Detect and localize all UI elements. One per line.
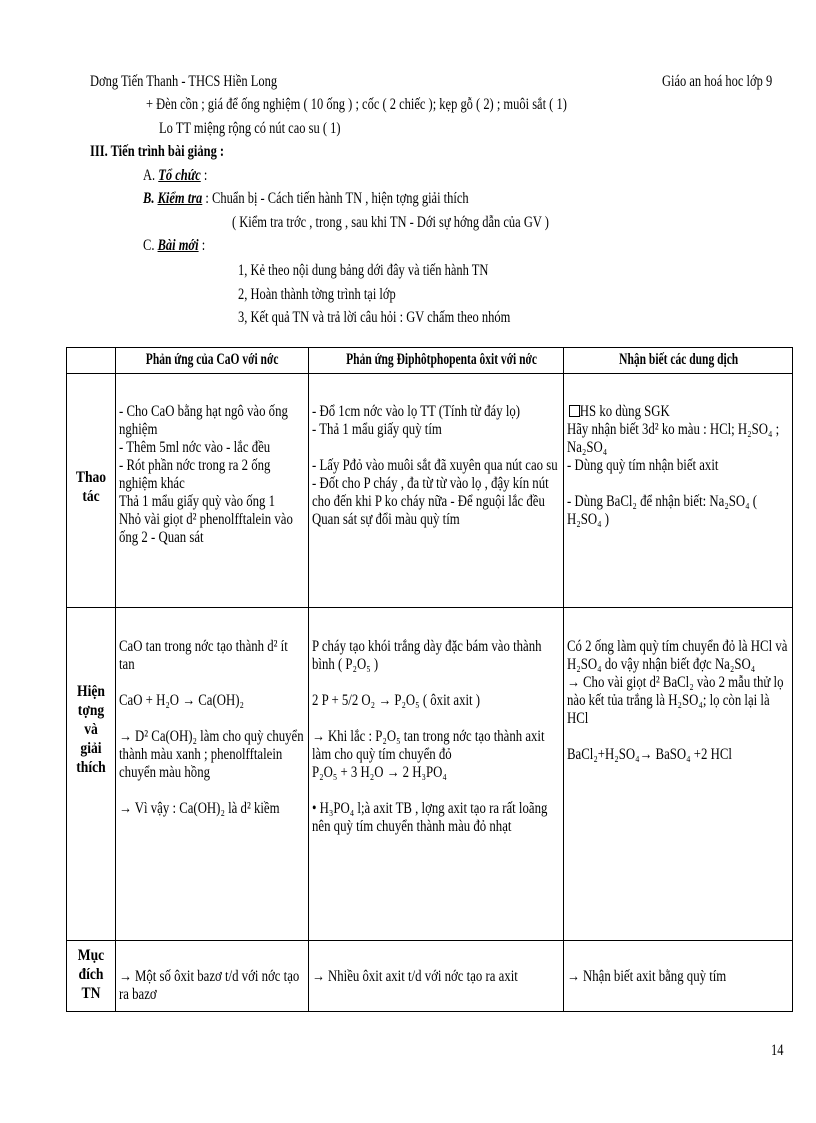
table-cell: P cháy tạo khói trắng dày đặc bám vào thành bình ( P₂O₅ ) 2 P + 5/2 O₂ → P₂O₅ ( ôxit axit ) → Khi lắc : P₂O₅ tan trong nớc tạo thành axit làm cho quỳ tím chuyển đỏ P₂O₅ + 3 H₂O → 2 H₃PO₄ • H₃PO₄ l;à axit TB , lợng axit tạo ra rất loãng nên quỳ tím chuyển thành màu đỏ nhạt: [312, 638, 548, 835]
table-row-divider: [67, 607, 792, 608]
table-header-p2o5: Phản ứng Điphôtphopenta ôxit với nớc: [346, 351, 538, 368]
page-number: 14: [771, 1042, 784, 1059]
experiment-table: [66, 347, 793, 1012]
row-label-purpose: Mục đích TN: [77, 947, 105, 1002]
header-left: Dơng Tiến Thanh - THCS Hiền Long: [90, 73, 278, 90]
section-c-label: Bài mới: [157, 237, 199, 254]
table-header-cao: Phản ứng của CaO với nớc: [145, 351, 279, 368]
table-cell: → Một số ôxit bazơ t/d với nớc tạo ra bazơ: [119, 968, 300, 1003]
section-b: B. Kiểm tra : Chuẩn bị - Cách tiến hành TN , hiện tợng giải thích: [143, 190, 469, 207]
table-col-divider: [115, 348, 116, 1011]
table-cell: CaO tan trong nớc tạo thành d² ít tan CaO + H₂O → Ca(OH)₂ → D² Ca(OH)₂ làm cho quỳ chuyển thành màu xanh ; phenolfftalein chuyển màu hồng → Vì vậy : Ca(OH)₂ là d² kiềm: [119, 638, 304, 817]
section-c: C. Bài mới :: [143, 237, 206, 254]
table-row-divider: [67, 373, 792, 374]
table-col-divider: [563, 348, 564, 1011]
section-title: III. Tiến trình bài giảng :: [90, 143, 225, 160]
materials-line-1: + Đèn cồn ; giá để ống nghiệm ( 10 ống ) ; cốc ( 2 chiếc ); kẹp gỗ ( 2) ; muôi sắt ( 1): [146, 96, 567, 113]
step-2: 2, Hoàn thành tờng trình tại lớp: [238, 286, 396, 303]
table-cell: - Cho CaO bằng hạt ngô vào ống nghiệm - Thêm 5ml nớc vào - lắc đều - Rót phần nớc trong ra 2 ống nghiệm khác Thả 1 mẩu giấy quỳ vào ống 1 Nhỏ vài giọt d² phenolfftalein vào ống 2 - Quan sát: [119, 403, 293, 546]
table-cell: → Nhiều ôxit axit t/d với nớc tạo ra axit: [312, 968, 518, 985]
header-right: Giáo an hoá hoc lớp 9: [662, 73, 773, 90]
row-label-procedure: Thao tác: [75, 469, 107, 505]
table-cell: HS ko dùng SGK Hãy nhận biết 3d² ko màu : HCl; H₂SO₄ ; Na₂SO₄ - Dùng quỳ tím nhận biết axit - Dùng BaCl₂ để nhận biết: Na₂SO₄ ( H₂SO₄ ): [567, 403, 780, 528]
materials-line-2: Lo TT miệng rộng có nút cao su ( 1): [159, 120, 341, 137]
step-1: 1, Kẻ theo nội dung bảng dới đây và tiến hành TN: [238, 262, 489, 279]
section-a-label: Tổ chức: [158, 167, 201, 184]
table-cell: - Đổ 1cm nớc vào lọ TT (Tính từ đáy lọ) - Thả 1 mẩu giấy quỳ tím - Lấy Pđỏ vào muôi sắt đã xuyên qua nút cao su - Đốt cho P cháy , đa từ từ vào lọ , đậy kín nút cho đến khi P ko cháy nữa - Để nguội lắc đều Quan sát sự đổi màu quỳ tím: [312, 403, 558, 528]
section-b-label: Kiểm tra: [157, 190, 203, 207]
row-label-phenomenon: Hiện tợng và giải thích: [76, 683, 106, 776]
step-3: 3, Kết quả TN và trả lời câu hỏi : GV chấm theo nhóm: [238, 309, 511, 326]
table-header-identify: Nhận biết các dung dịch: [618, 351, 739, 368]
table-cell: Có 2 ống làm quỳ tím chuyển đỏ là HCl và H₂SO₄ do vậy nhận biết đợc Na₂SO₄ → Cho vài giọt d² BaCl₂ vào 2 mẫu thử lọ nào kết tủa trắng là H₂SO₄; lọ còn lại là HCl BaCl₂+H₂SO₄→ BaSO₄ +2 HCl: [567, 638, 788, 763]
section-a: A. Tổ chức :: [143, 167, 208, 184]
table-row-divider: [67, 940, 792, 941]
table-cell: → Nhận biết axit bằng quỳ tím: [567, 968, 727, 985]
table-col-divider: [308, 348, 309, 1011]
section-b-detail: ( Kiểm tra trớc , trong , sau khi TN - Dới sự hớng dẫn của GV ): [232, 214, 549, 231]
